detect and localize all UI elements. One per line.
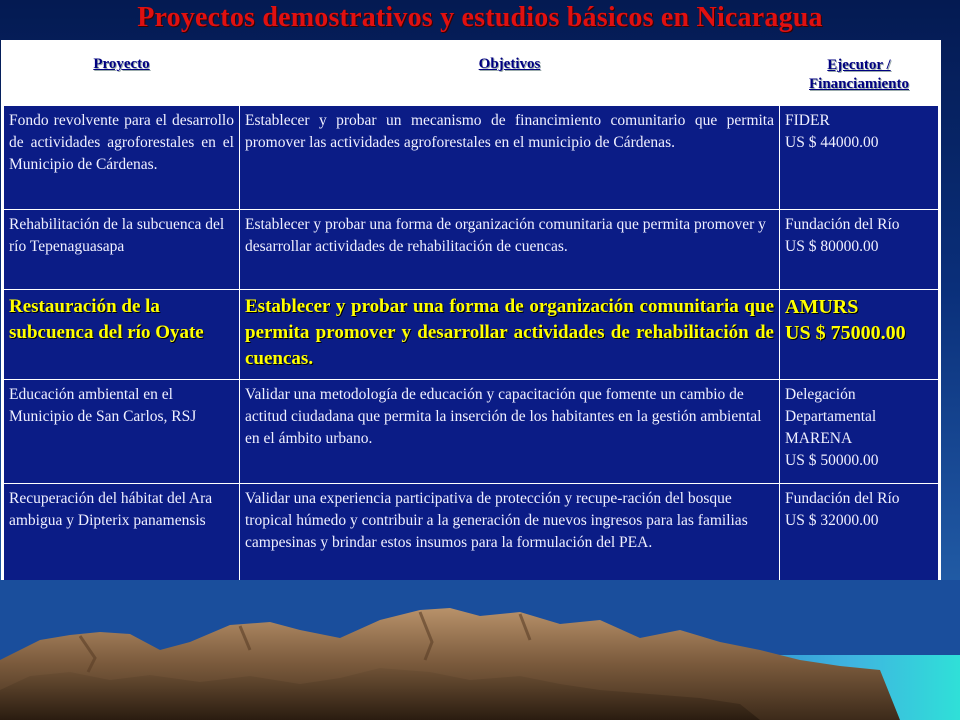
cell-objetivos: Establecer y probar una forma de organización comunitaria que permita promover y desarrollar actividades de rehabilitación de cuencas. (240, 290, 780, 380)
cell-ejecutor (780, 106, 940, 210)
table-header-row (3, 42, 940, 106)
header-proyecto: Proyecto (3, 42, 240, 106)
table-row (3, 210, 940, 290)
header-ejecutor-line1: Ejecutor / (827, 57, 891, 73)
cell-proyecto: Rehabilitación de la subcuenca del río Tepenaguasapa (3, 210, 240, 290)
header-ejecutor-line2: Financiamiento (809, 76, 909, 92)
header-ejecutor (780, 42, 940, 106)
table-row (3, 484, 940, 584)
cell-objetivos: Establecer y probar una forma de organización comunitaria que permita promover y desarrollar actividades de rehabilitación de cuencas. (240, 210, 780, 290)
table-row (3, 380, 940, 484)
ejecutor-name: AMURS (785, 296, 859, 318)
cell-proyecto: Recuperación del hábitat del Ara ambigua y Dipterix panamensis (3, 484, 240, 584)
cell-proyecto: Restauración de la subcuenca del río Oyate (3, 290, 240, 380)
header-objetivos: Objetivos (240, 42, 780, 106)
cell-ejecutor (780, 484, 940, 584)
table-row-highlighted (3, 290, 940, 380)
table-row (3, 106, 940, 210)
ejecutor-name: Delegación Departamental MARENA (785, 386, 877, 447)
ejecutor-name: FIDER (785, 112, 830, 129)
ejecutor-amount: US $ 50000.00 (785, 452, 879, 469)
ejecutor-amount: US $ 44000.00 (785, 134, 879, 151)
cell-ejecutor (780, 380, 940, 484)
ejecutor-amount: US $ 75000.00 (785, 322, 906, 344)
cell-proyecto: Fondo revolvente para el desarrollo de actividades agroforestales en el Municipio de Cárdenas. (3, 106, 240, 210)
cell-proyecto: Educación ambiental en el Municipio de San Carlos, RSJ (3, 380, 240, 484)
cell-objetivos: Validar una metodología de educación y capacitación que fomente un cambio de actitud ciudadana que permita la inserción de los habitantes en la gestión ambiental en el ámbito urbano. (240, 380, 780, 484)
ejecutor-amount: US $ 32000.00 (785, 512, 879, 529)
projects-table (1, 40, 941, 585)
ejecutor-name: Fundación del Río (785, 490, 900, 507)
cell-objetivos: Establecer y probar un mecanismo de financimiento comunitario que permita promover las actividades agroforestales en el municipio de Cárdenas. (240, 106, 780, 210)
mountain-landscape-illustration (0, 580, 960, 720)
ejecutor-name: Fundación del Río (785, 216, 900, 233)
ejecutor-amount: US $ 80000.00 (785, 238, 879, 255)
cell-ejecutor (780, 210, 940, 290)
slide-title: Proyectos demostrativos y estudios básicos en Nicaragua (137, 2, 823, 33)
cell-ejecutor (780, 290, 940, 380)
cell-objetivos: Validar una experiencia participativa de protección y recupe-ración del bosque tropical húmedo y contribuir a la generación de nuevos ingresos para las familias campesinas y brindar estos insumos para la formulación del PEA. (240, 484, 780, 584)
